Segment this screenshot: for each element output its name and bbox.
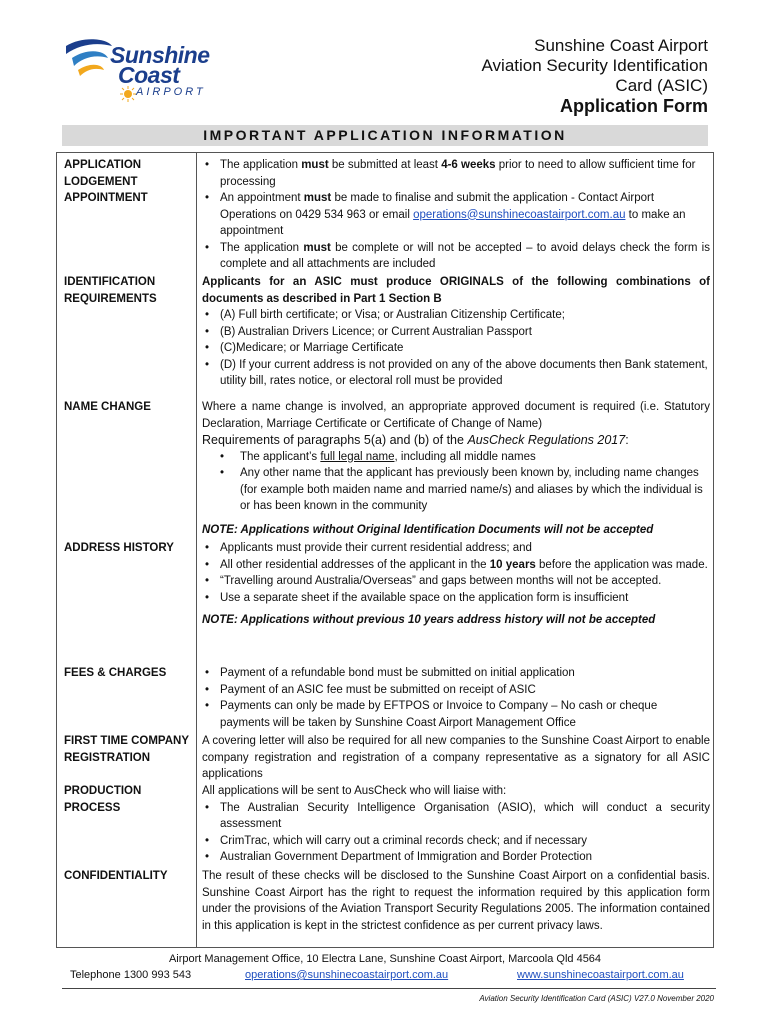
lodgement-content [202,157,710,273]
identification-intro: Applicants for an ASIC must produce ORIGINALS of the following combinations of documents as described in Part 1 Section B [202,276,710,305]
title-line-1: Sunshine Coast Airport [534,36,708,55]
label-address-history: ADDRESS HISTORY [64,542,174,554]
information-table [56,152,714,948]
label-identification: IDENTIFICATION REQUIREMENTS [64,276,157,305]
label-production-process: PRODUCTION PROCESS [64,785,142,814]
list-item: • The Australian Security Intelligence Organisation (ASIO), which will conduct a security assessment [202,800,710,833]
confidentiality-content: The result of these checks will be disclosed to the Sunshine Coast Airport on a confidential basis. Sunshine Coast Airport has the right to request the information required by this application form under the provisions of the Aviation Transport Security Regulations 2005. The information contained in this application is kept in the strictest confidence as per current privacy laws. [202,870,710,932]
label-lodgement: APPLICATION LODGEMENT APPOINTMENT [64,159,148,204]
label-name-change: NAME CHANGE [64,401,151,413]
list-item: • CrimTrac, which will carry out a criminal records check; and if necessary [202,833,710,850]
list-item: • An appointment must be made to finalise and submit the application - Contact Airport Operations on 0429 534 963 or email operations@sunshinecoastairport.com.au to make an appointment [202,190,710,240]
footer-website-link[interactable]: www.sunshinecoastairport.com.au [517,969,684,981]
logo-wordmark-sunshine: Sunshine [110,42,210,68]
logo-wordmark-airport: AIRPORT [136,86,206,98]
name-change-requirements: Requirements of paragraphs 5(a) and (b) of the AusCheck Regulations 2017: [202,433,629,447]
list-item: • (B) Australian Drivers Licence; or Current Australian Passport [202,324,710,341]
list-item: • “Travelling around Australia/Overseas” and gaps between months will not be accepted. [202,573,710,590]
list-item: • (A) Full birth certificate; or Visa; or Australian Citizenship Certificate; [202,307,710,324]
label-fees: FEES & CHARGES [64,667,167,679]
list-item: • The application must be complete or will not be accepted – to avoid delays check the form is complete and all attachments are included [202,240,710,273]
important-info-banner: IMPORTANT APPLICATION INFORMATION [62,125,708,146]
list-item: • Australian Government Department of Immigration and Border Protection [202,849,710,866]
list-item: • (D) If your current address is not provided on any of the above documents then Bank statement, utility bill, rates notice, or electoral roll must be provided [202,357,710,390]
label-confidentiality: CONFIDENTIALITY [64,870,168,882]
footer-divider [62,988,716,989]
operations-email-link[interactable]: operations@sunshinecoastairport.com.au [413,208,626,221]
list-item: • All other residential addresses of the applicant in the 10 years before the application was made. [202,557,710,574]
name-change-note: NOTE: Applications without Original Identification Documents will not be accepted [202,523,654,536]
column-divider [196,153,197,947]
document-subtitle: Application Form [560,96,708,116]
footer-email-link[interactable]: operations@sunshinecoastairport.com.au [245,969,449,981]
list-item: • Any other name that the applicant has previously been known by, including name changes (for example both maiden name and married name/s) and aliases by which the individual is or has been known in the community [202,465,710,515]
label-first-time-registration: FIRST TIME COMPANY REGISTRATION [64,735,189,764]
list-item: • Payment of an ASIC fee must be submitted on receipt of ASIC [202,682,710,699]
logo-wordmark-coast: Coast [118,62,180,88]
address-history-note: NOTE: Applications without previous 10 years address history will not be accepted [202,614,656,626]
first-time-registration-content: A covering letter will also be required for all new companies to the Sunshine Coast Airport to enable company registration and registration of a company representative as a signatory for all ASIC applications [202,735,710,780]
title-line-2: Aviation Security Identification [481,56,708,75]
document-title [482,36,708,116]
title-line-3: Card (ASIC) [615,76,708,95]
list-item: • The application must be submitted at least 4-6 weeks prior to need to allow sufficient time for processing [202,157,710,190]
production-process-content [202,783,710,866]
name-change-para: Where a name change is involved, an appropriate approved document is required (i.e. Statutory Declaration, Marriage Certificate or Certificate of Change of Name) [202,401,710,430]
list-item: • The applicant’s full legal name, including all middle names [202,449,710,466]
list-item: • Applicants must provide their current residential address; and [202,540,710,557]
address-history-content [202,540,710,629]
footer-address: Airport Management Office, 10 Electra Lane, Sunshine Coast Airport, Marcoola Qld 4564 [168,953,602,965]
footer-version: Aviation Security Identification Card (ASIC) V27.0 November 2020 [479,994,714,1003]
list-item: • (C)Medicare; or Marriage Certificate [202,340,710,357]
production-intro: All applications will be sent to AusCheck who will liaise with: [202,785,507,797]
list-item: • Payments can only be made by EFTPOS or Invoice to Company – No cash or cheque payments will be taken by Sunshine Coast Airport Management Office [202,698,710,731]
identification-content [202,274,710,390]
list-item: • Use a separate sheet if the available space on the application form is insufficient [202,590,710,607]
footer-phone: Telephone 1300 993 543 [70,969,192,981]
name-change-content [202,399,710,538]
fees-content [202,665,710,731]
list-item: • Payment of a refundable bond must be submitted on initial application [202,665,710,682]
